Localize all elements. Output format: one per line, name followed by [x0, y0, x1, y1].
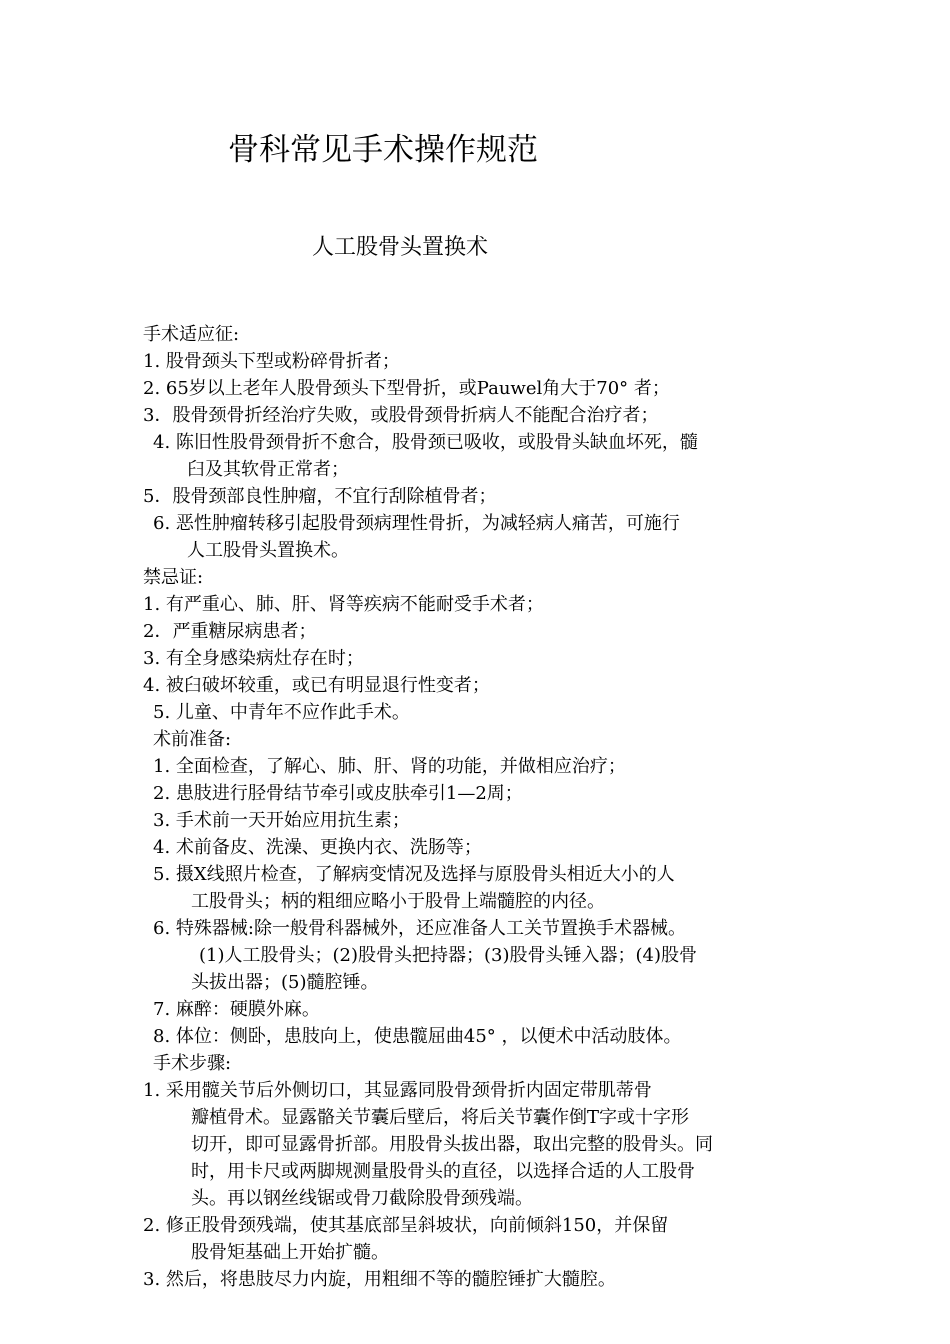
- list-item: 5. 摄X线照片检查，了解病变情况及选择与原股骨头相近大小的人: [153, 864, 675, 885]
- list-item: 2. 修正股骨颈残端，使其基底部呈斜坡状，向前倾斜150，并保留: [143, 1215, 669, 1236]
- list-item: 4. 被臼破坏较重，或已有明显退行性变者；: [143, 675, 490, 696]
- list-item: 1. 股骨颈头下型或粉碎骨折者；: [143, 351, 400, 372]
- list-item: 6. 特殊器械:除一般骨科器械外，还应准备人工关节置换手术器械。: [153, 918, 686, 939]
- list-item-continuation: 人工股骨头置换术。: [187, 540, 349, 561]
- list-item: 4. 陈旧性股骨颈骨折不愈合，股骨颈已吸收，或股骨头缺血坏死，髓: [153, 432, 698, 453]
- list-item: 1. 有严重心、肺、肝、肾等疾病不能耐受手术者；: [143, 594, 544, 615]
- list-item: 3. 有全身感染病灶存在时；: [143, 648, 364, 669]
- list-item: 2. 65岁以上老年人股骨颈头下型骨折，或Pauwel角大于70° 者；: [143, 378, 670, 399]
- document-body: [143, 321, 823, 1293]
- list-item-continuation: 头拔出器；(5)髓腔锤。: [191, 972, 379, 993]
- section-heading-indications: 手术适应征:: [143, 324, 240, 345]
- list-item: 3. 然后，将患肢尽力内旋，用粗细不等的髓腔锤扩大髓腔。: [143, 1269, 616, 1290]
- list-item: 5. 儿童、中青年不应作此手术。: [153, 702, 410, 723]
- list-item-continuation: 头。再以钢丝线锯或骨刀截除股骨颈残端。: [191, 1188, 533, 1209]
- list-item-continuation: 时，用卡尺或两脚规测量股骨头的直径，以选择合适的人工股骨: [191, 1161, 695, 1182]
- list-item-continuation: 臼及其软骨正常者；: [187, 459, 349, 480]
- section-heading-preparation: 术前准备:: [153, 729, 232, 750]
- list-item: 1. 采用髋关节后外侧切口，其显露同股骨颈骨折内固定带肌蒂骨: [143, 1080, 652, 1101]
- document-subtitle: 人工股骨头置换术: [312, 235, 489, 260]
- list-item: 2. 患肢进行胫骨结节牵引或皮肤牵引1—2周；: [153, 783, 523, 804]
- section-heading-contraindications: 禁忌证:: [143, 567, 204, 588]
- list-item: 4. 术前备皮、洗澡、更换内衣、洗肠等；: [153, 837, 482, 858]
- list-item: 1. 全面检查，了解心、肺、肝、肾的功能，并做相应治疗；: [153, 756, 626, 777]
- list-item: 3．股骨颈骨折经治疗失败，或股骨颈骨折病人不能配合治疗者；: [143, 405, 659, 426]
- list-item: 2．严重糖尿病患者；: [143, 621, 317, 642]
- list-item: 6. 恶性肿瘤转移引起股骨颈病理性骨折，为减轻病人痛苦，可施行: [153, 513, 680, 534]
- list-item: 7. 麻醉：硬膜外麻。: [153, 999, 320, 1020]
- list-item-continuation: 股骨矩基础上开始扩髓。: [191, 1242, 389, 1263]
- list-item-continuation: 工股骨头；柄的粗细应略小于股骨上端髓腔的内径。: [191, 891, 605, 912]
- document-title: 骨科常见手术操作规范: [228, 132, 538, 168]
- section-heading-steps: 手术步骤:: [153, 1053, 232, 1074]
- list-item: 3. 手术前一天开始应用抗生素；: [153, 810, 410, 831]
- list-item-continuation: (1)人工股骨头；(2)股骨头把持器；(3)股骨头锤入器；(4)股骨: [199, 945, 697, 966]
- list-item: 5．股骨颈部良性肿瘤，不宜行刮除植骨者；: [143, 486, 497, 507]
- list-item-continuation: 瓣植骨术。显露骼关节囊后壁后，将后关节囊作倒T字或十字形: [191, 1107, 690, 1128]
- list-item: 8. 体位：侧卧，患肢向上，使患髋屈曲45° ，以便术中活动肢体。: [153, 1026, 682, 1047]
- list-item-continuation: 切开，即可显露骨折部。用股骨头拔出器，取出完整的股骨头。同: [191, 1134, 713, 1155]
